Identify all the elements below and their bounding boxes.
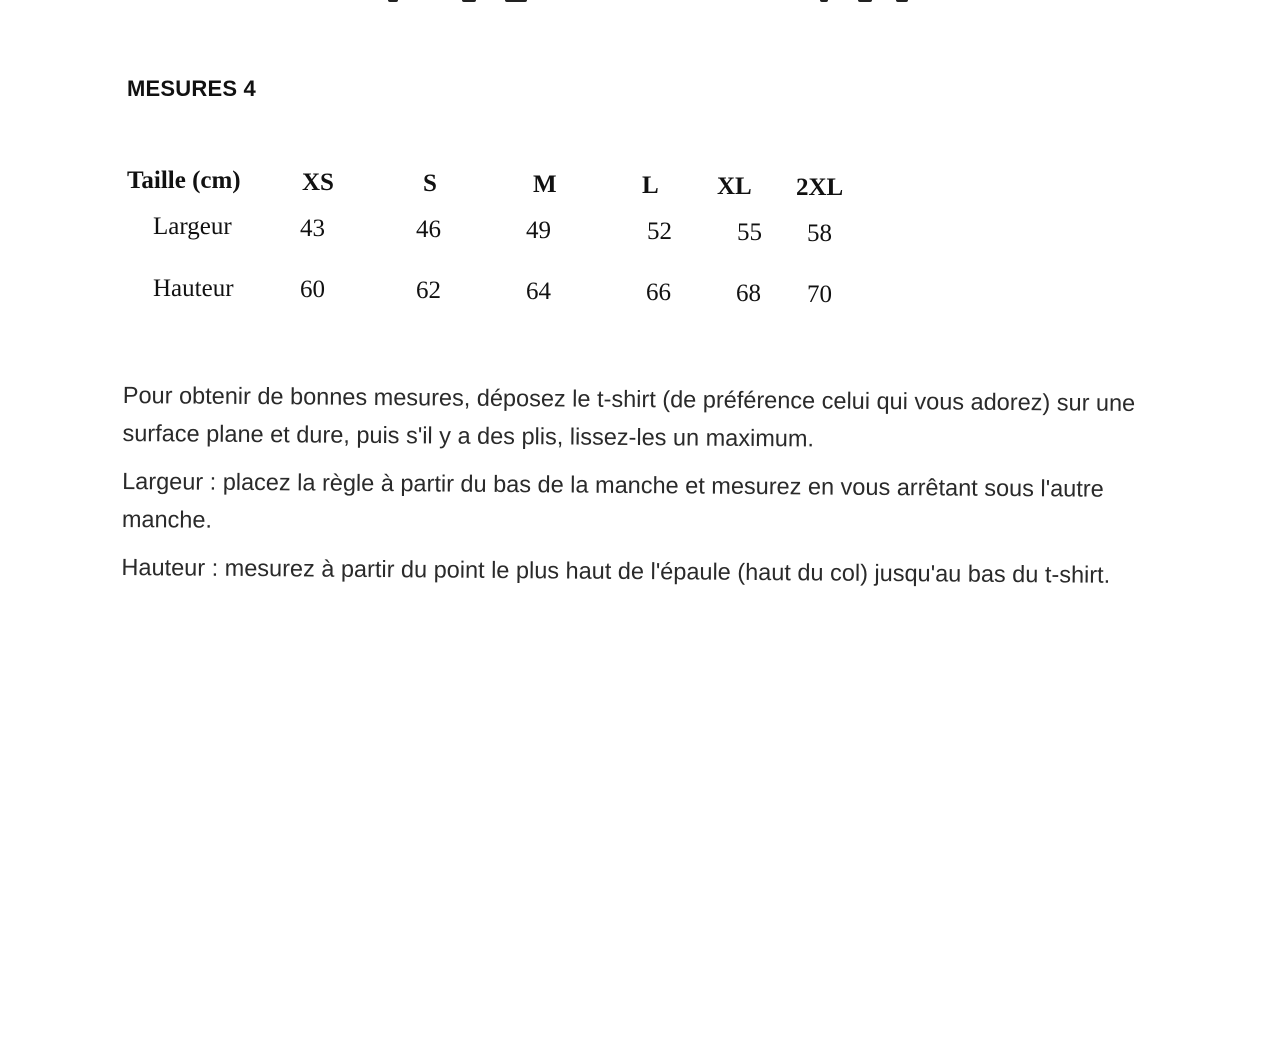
table-cell: 46 [416,216,441,243]
instruction-paragraph-general: Pour obtenir de bonnes mesures, déposez le t-shirt (de préférence celui qui vous adorez) sur une surface plane et dure, puis s'il y a des plis, lissez-les un maximum. [122,381,1136,452]
cropped-text-remnant [388,0,398,2]
table-cell: 43 [300,215,325,242]
table-cell: 55 [737,219,762,246]
size-header-xl: XL [717,173,752,200]
size-header-l: L [642,172,659,199]
section-heading: MESURES 4 [127,76,256,101]
size-header-xs: XS [302,169,334,196]
table-corner-label: Taille (cm) [127,167,241,194]
cropped-text-remnant [462,0,476,2]
instruction-paragraph-largeur: Largeur : placez la règle à partir du bas de la manche et mesurez en vous arrêtant sous l'autre manche. [121,467,1104,533]
cropped-text-remnant [505,0,527,2]
table-cell: 49 [526,217,551,244]
cropped-text-remnant [820,0,828,2]
size-table [0,0,1279,340]
table-cell: 62 [416,277,441,304]
table-cell: 58 [807,220,832,247]
table-cell: 68 [736,280,761,307]
cropped-text-remnant [858,0,872,2]
row-label-hauteur: Hauteur [153,275,234,302]
row-label-largeur: Largeur [153,213,232,240]
measurement-instructions [121,376,1163,604]
table-cell: 70 [807,281,832,308]
cropped-text-remnant [896,0,908,2]
instruction-paragraph-hauteur: Hauteur : mesurez à partir du point le plus haut de l'épaule (haut du col) jusqu'au bas du t-shirt. [121,553,1111,588]
table-cell: 60 [300,276,325,303]
size-header-m: M [533,171,557,198]
size-header-2xl: 2XL [796,174,844,201]
table-cell: 64 [526,278,551,305]
table-cell: 66 [646,279,671,306]
size-header-s: S [423,170,437,197]
table-cell: 52 [647,218,672,245]
